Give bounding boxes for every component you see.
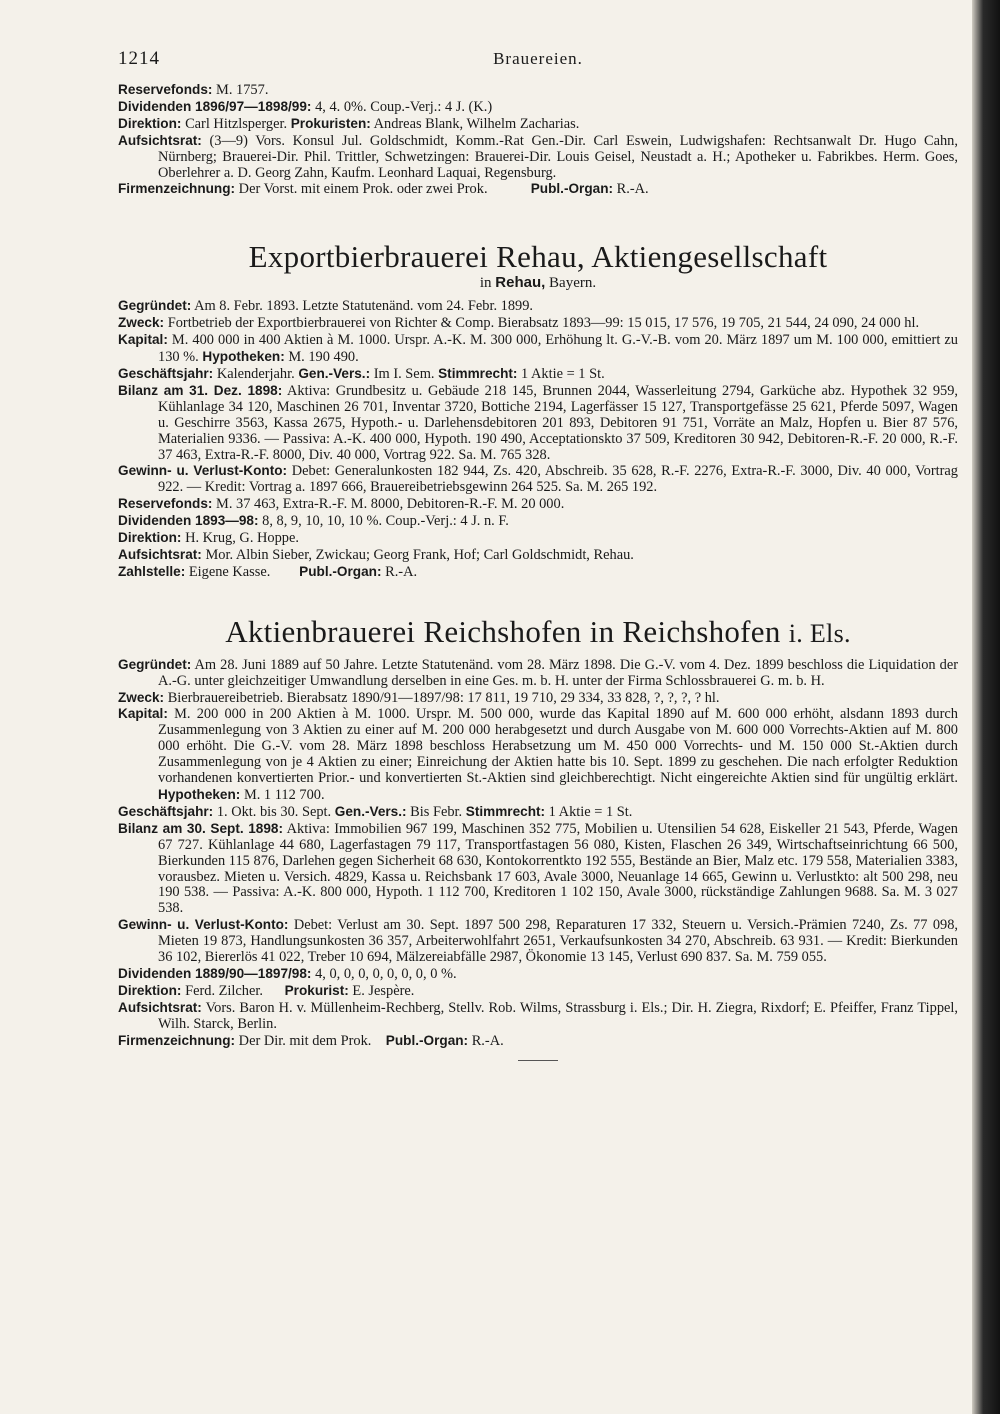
entry-direktion: Direktion: Carl Hitzlsperger. Prokuristen: Andreas Blank, Wilhelm Zacharias. xyxy=(118,115,580,132)
entry-direktion: Direktion: H. Krug, G. Hoppe. xyxy=(118,530,299,547)
entry-bilanz: Bilanz am 30. Sept. 1898: Aktiva: Immobilien 967 199, Maschinen 352 775, Mobilien u. Utensilien 54 628, Eiskeller 21 543, Pferde, Wagen 67 727. Kühlanlage 44 680, Lagerfastagen 79 117, Transportfastagen 56 080, Kisten, Flaschen 26 349, Wirtschaftseinrichtung 66 500, Bierkunden 115 876, Darlehen gegen Sicherheit 68 630, Kontokorrentkto 192 555, Bestände an Bier, Malz etc. 179 558, Materialien 3383, vorausbez. Mieten u. Versich. 4829, Kassa u. Reichsbank 17 603, Avale 3000, Neuanlage 14 665, Gewinn u. Verlustkto: alt 500 298, neu 190 538. — Passiva: A.-K. 800 000, Hypoth. 1 112 700, Kreditoren 1 102 150, Avale 3000, rückständige Zahlungen 9688. Sa. M. 3 027 538. xyxy=(118,820,958,917)
entry-kapital: Kapital: M. 400 000 in 400 Aktien à M. 1000. Urspr. A.-K. M. 300 000, Erhöhung lt. G.-V.-B. vom 20. März 1897 um M. 100 000, emittiert zu 130 %. Hypotheken: M. 190 490. xyxy=(118,332,958,366)
company-section-reichshofen xyxy=(118,615,958,1061)
entry-aufsichtsrat: Aufsichtsrat: Mor. Albin Sieber, Zwickau; Georg Frank, Hof; Carl Goldschmidt, Rehau. xyxy=(118,546,634,563)
entry-dividenden: Dividenden 1889/90—1897/98: 4, 0, 0, 0, 0, 0, 0, 0, 0 %. xyxy=(118,965,457,982)
entry-geschaeftsjahr: Geschäftsjahr: Kalenderjahr. Gen.-Vers.: Im I. Sem. Stimmrecht: 1 Aktie = 1 St. xyxy=(118,365,605,382)
entry-aufsichtsrat: Aufsichtsrat: (3—9) Vors. Konsul Jul. Goldschmidt, Komm.-Rat Gen.-Dir. Carl Eswein, Ludwigshafen: Rechtsanwalt Dr. Hugo Cahn, Nürnberg; Brauerei-Dir. Phil. Trittler, Schwetzingen: Brauerei-Dir. Louis Geisel, Neustadt a. H.; Apotheker u. Fabrikbes. Herm. Goes, Oberlehrer a. D. Georg Zahn, Kaufm. Leonhard Laquai, Regensburg. xyxy=(118,132,958,181)
entry-zahlstelle: Zahlstelle: Eigene Kasse. Publ.-Organ: R.-A. xyxy=(118,563,418,580)
running-title: Brauereien. xyxy=(493,49,583,68)
page-number: 1214 xyxy=(118,48,160,69)
entry-reservefonds: Reservefonds: M. 1757. xyxy=(118,82,269,98)
entry-kapital: Kapital: M. 200 000 in 200 Aktien à M. 1000. Urspr. M. 500 000, wurde das Kapital 1890 auf M. 600 000 erhöht, alsdann 1893 durch Zusammenlegung von 3 Aktien zu einer auf M. 200 000 herabgesetzt und durch Ausgabe von M. 600 000 Vorrechts-Aktien auf M. 800 000 erhöht. Die G.-V. vom 28. März 1898 beschloss Herabsetzung um M. 450 000 Vorrechts- und M. 150 000 St.-Aktien durch Zusammenlegung von je 4 Aktien zu einer; Einreichung der Aktien hatte bis 10. Sept. 1899 zu geschehen. Die nach erfolgter Reduktion vorhandenen konvertierten Prior.- und konvertierten St.-Aktien sind gleichberechtigt. Nicht eingereichte Aktien sind für ungültig erklärt. Hypotheken: M. 1 112 700. xyxy=(118,706,958,803)
entry-aufsichtsrat: Aufsichtsrat: Vors. Baron H. v. Müllenheim-Rechberg, Stellv. Rob. Wilms, Strassburg i. Els.; Dir. H. Ziegra, Rixdorf; E. Pfeiffer, Franz Tippel, Wilh. Starck, Berlin. xyxy=(118,999,959,1032)
company-heading: Aktienbrauerei Reichshofen in Reichshofen i. Els. xyxy=(225,613,851,649)
page xyxy=(118,40,958,1061)
entry-dividenden: Dividenden 1893—98: 8, 8, 9, 10, 10, 10 %. Coup.-Verj.: 4 J. n. F. xyxy=(118,513,509,530)
entry-firmenzeichnung: Firmenzeichnung: Der Dir. mit dem Prok. Publ.-Organ: R.-A. xyxy=(118,1032,504,1049)
entry-zweck: Zweck: Fortbetrieb der Exportbierbrauerei von Richter & Comp. Bierabsatz 1893—99: 15 015, 17 576, 19 705, 21 544, 24 090, 24 000 hl. xyxy=(118,315,920,332)
entry-geschaeftsjahr: Geschäftsjahr: 1. Okt. bis 30. Sept. Gen.-Vers.: Bis Febr. Stimmrecht: 1 Aktie = 1 St. xyxy=(118,803,633,820)
running-header xyxy=(118,40,958,76)
entry-gewinn-verlust: Gewinn- u. Verlust-Konto: Debet: Verlust am 30. Sept. 1897 500 298, Reparaturen 17 332, Steuern u. Versich.-Prämien 7240, Zs. 77 098, Mieten 19 873, Handlungsunkosten 36 357, Arbeiterwohlfahrt 2651, Verkaufsunkosten 34 270, Abschreib. 63 931. — Kredit: Bierkunden 36 102, Biererlös 41 022, Treber 10 694, Mälzereiabfälle 2987, Ökonomie 13 145, Verlust 690 837. Sa. M. 759 055. xyxy=(118,917,958,966)
previous-company-entries xyxy=(118,82,958,198)
entry-reservefonds: Reservefonds: M. 37 463, Extra-R.-F. M. 8000, Debitoren-R.-F. M. 20 000. xyxy=(118,496,565,513)
entry-gegruendet: Gegründet: Am 8. Febr. 1893. Letzte Statutenänd. vom 24. Febr. 1899. xyxy=(118,298,534,315)
entry-zweck: Zweck: Bierbrauereibetrieb. Bierabsatz 1890/91—1897/98: 17 811, 19 710, 29 334, 33 828, ?, ?, ?, ? hl. xyxy=(118,689,720,706)
entry-direktion: Direktion: Ferd. Zilcher. Prokurist: E. Jespère. xyxy=(118,982,415,999)
end-rule xyxy=(518,1060,558,1061)
company-location: in Rehau, Bayern. xyxy=(479,274,597,292)
company-section-rehau xyxy=(118,240,958,580)
entry-dividenden: Dividenden 1896/97—1898/99: 4, 4. 0%. Coup.-Verj.: 4 J. (K.) xyxy=(118,98,493,115)
entry-gegruendet: Gegründet: Am 28. Juni 1889 auf 50 Jahre. Letzte Statutenänd. vom 28. März 1898. Die G.-V. vom 4. Dez. 1899 beschloss die Liquidation der A.-G. unter gleichzeitiger Umwandlung derselben in eine Ges. m. b. H. unter der Firma Schlossbrauerei G. m. b. H. xyxy=(118,656,958,689)
entry-gewinn-verlust: Gewinn- u. Verlust-Konto: Debet: Generalunkosten 182 944, Zs. 420, Abschreib. 35 628, R.-F. 2276, Extra-R.-F. 3000, Div. 40 000, Vortrag 922. — Kredit: Vortrag a. 1897 666, Brauereibetriebsgewinn 264 525. Sa. M. 265 192. xyxy=(118,463,958,496)
entry-bilanz: Bilanz am 31. Dez. 1898: Aktiva: Grundbesitz u. Gebäude 218 145, Brunnen 2044, Wasserleitung 2794, Garküche abz. Hypothek 32 959, Kühlanlage 34 120, Maschinen 26 701, Inventar 3720, Bottiche 2194, Lagerfässer 15 127, Transportgefässe 25 621, Pferde 5097, Wagen u. Geschirre 3563, Kassa 2675, Hypoth.- u. Darlehensdebitoren 201 893, Debitoren 91 751, Vorräte an Malz, Hopfen u. Bier 87 576, Materialien 9336. — Passiva: A.-K. 400 000, Hypoth. 190 490, Acceptationskto 37 509, Kreditoren 30 942, Debitoren-R.-F. 20 000, R.-F. 37 463, Extra-R.-F. 8000, Div. 40 000, Vortrag 922. Sa. M. 765 328. xyxy=(118,382,958,463)
company-heading: Exportbierbrauerei Rehau, Aktiengesellschaft xyxy=(248,239,828,275)
entry-firmenzeichnung: Firmenzeichnung: Der Vorst. mit einem Prok. oder zwei Prok. Publ.-Organ: R.-A. xyxy=(118,181,649,198)
book-spine-shadow xyxy=(972,0,1000,1414)
